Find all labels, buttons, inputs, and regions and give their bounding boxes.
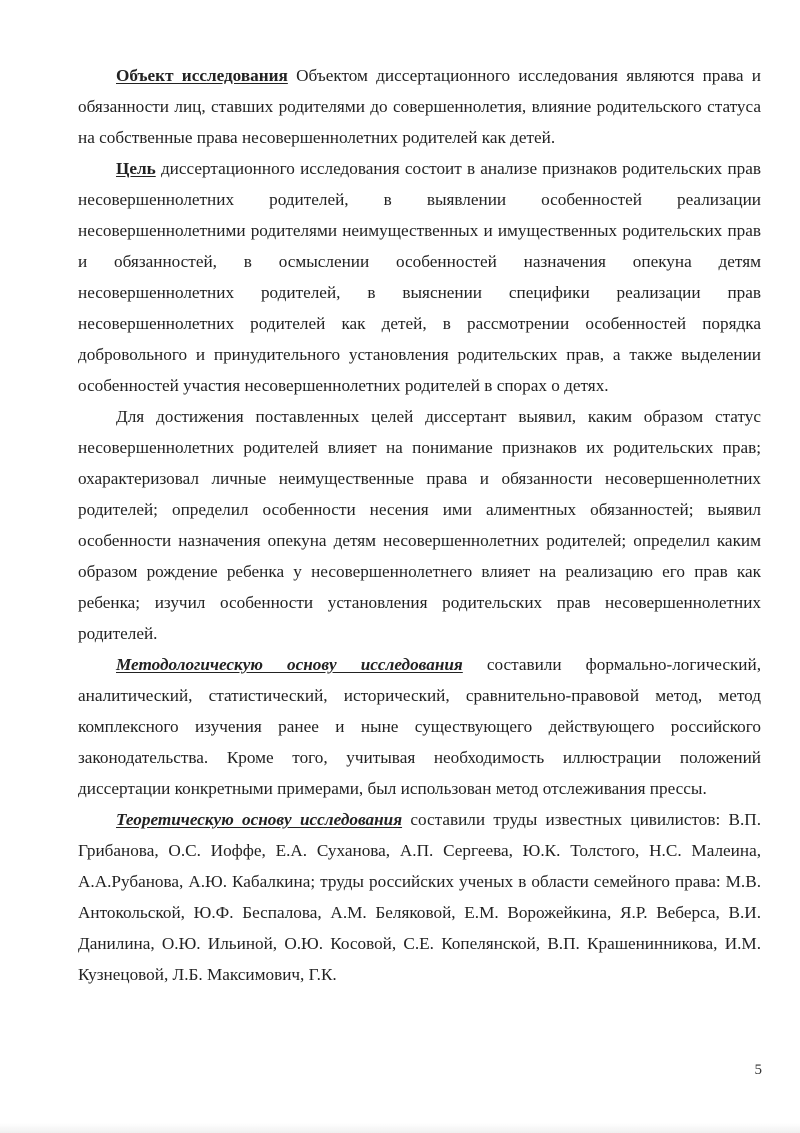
paragraph-object-text: Объектом диссертационного исследования являются права и обязанности лиц, ставших родителями до совершеннолетия, влияние родительского статуса на собственные права несовершеннолетних родителей как детей. bbox=[78, 66, 762, 147]
page-number: 5 bbox=[754, 1062, 762, 1078]
paragraph-goal bbox=[78, 153, 761, 401]
scan-edge-decoration bbox=[0, 1123, 800, 1133]
paragraph-goal-text: диссертационного исследования состоит в анализе признаков родительских прав несовершеннолетних родителей, в выявлении особенностей реализации несовершеннолетними родителями неимущественных и имущественных родительских прав и обязанностей, в осмыслении особенностей назначения опекуна детям несовершеннолетних родителей, в выяснении специфики реализации прав несовершеннолетних родителей как детей, в рассмотрении особенностей порядка добровольного и принудительного установления родительских прав, а также выделении особенностей участия несовершеннолетних родителей в спорах о детях. bbox=[78, 159, 761, 395]
paragraph-theory bbox=[78, 804, 761, 990]
document-body bbox=[78, 60, 761, 990]
paragraph-theory-text: составили труды известных цивилистов: В.П. Грибанова, О.С. Иоффе, Е.А. Суханова, А.П. Сергеева, Ю.К. Толстого, Н.С. Малеина, А.А.Рубанова, А.Ю. Кабалкина; труды российских ученых в области семейного права: М.В. Антокольской, Ю.Ф. Беспалова, А.М. Беляковой, Е.М. Ворожейкина, Я.Р. Веберса, В.И. Данилина, О.Ю. Ильиной, О.Ю. Косовой, С.Е. Копелянской, В.П. Крашенинникова, И.М. Кузнецовой, Л.Б. Максимович, Г.К. bbox=[78, 810, 762, 984]
heading-methodology: Методологическую основу исследования bbox=[116, 655, 463, 674]
heading-object: Объект исследования bbox=[116, 66, 288, 85]
paragraph-methodology bbox=[78, 649, 761, 804]
paragraph-tasks-text: Для достижения поставленных целей диссертант выявил, каким образом статус несовершеннолетних родителей влияет на понимание признаков их родительских прав; охарактеризовал личные неимущественные права и обязанности несовершеннолетних родителей; определил особенности несения ими алиментных обязанностей; выявил особенности назначения опекуна детям несовершеннолетних родителей; определил каким образом рождение ребенка у несовершеннолетнего влияет на реализацию его прав как ребенка; изучил особенности установления родительских прав несовершеннолетних родителей. bbox=[78, 407, 761, 643]
heading-goal: Цель bbox=[116, 159, 156, 178]
paragraph-methodology-text: составили формально-логический, аналитический, статистический, исторический, сравнительно-правовой метод, метод комплексного изучения ранее и ныне существующего действующего российского законодательства. Кроме того, учитывая необходимость иллюстрации положений диссертации конкретными примерами, был использован метод отслеживания прессы. bbox=[78, 655, 761, 798]
paragraph-object bbox=[78, 60, 761, 153]
heading-theory: Теоретическую основу исследования bbox=[116, 810, 403, 829]
paragraph-tasks bbox=[78, 401, 761, 649]
